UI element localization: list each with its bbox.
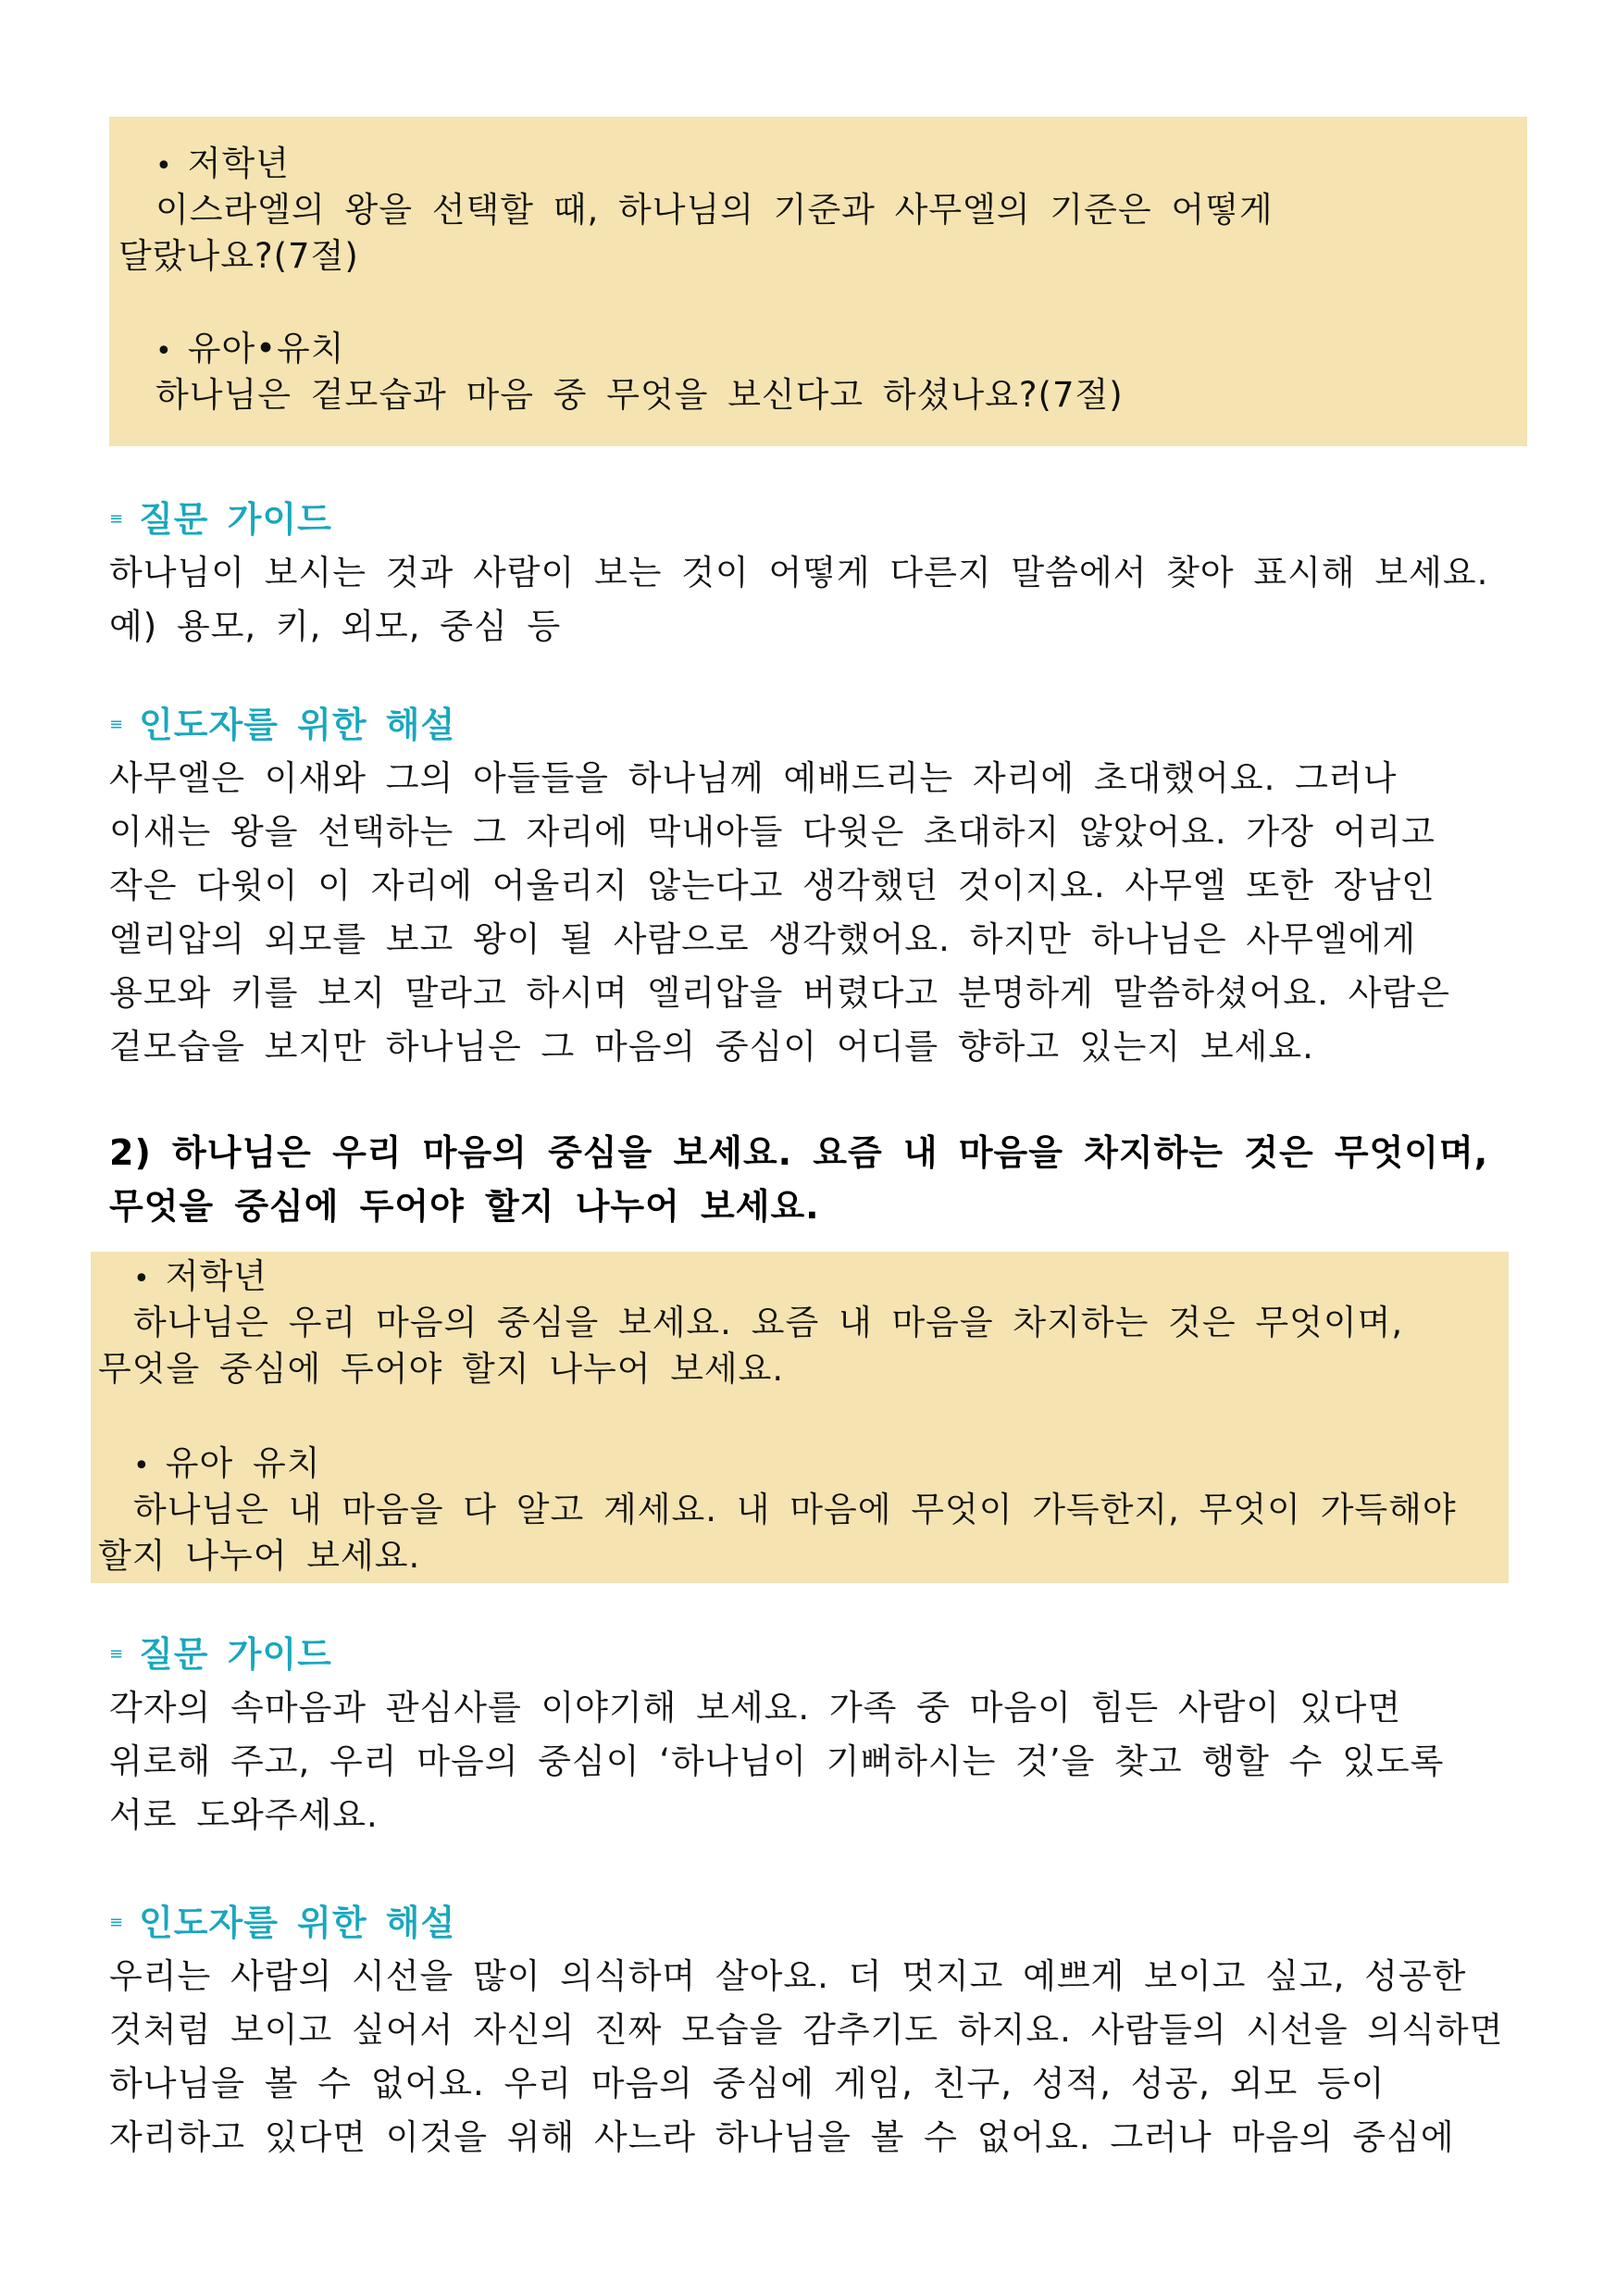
leader-commentary-line: 엘리압의 외모를 보고 왕이 될 사람으로 생각했어요. 하지만 하나님은 사무엘에게 <box>109 919 1417 959</box>
question-guide-line: 서로 도와주세요. <box>109 1795 379 1835</box>
box-text-line: 하나님은 내 마음을 다 알고 계세요. 내 마음에 무엇이 가득한지, 무엇이 가득해야 <box>133 1490 1457 1529</box>
leader-commentary-line: 우리는 사람의 시선을 많이 의식하며 살아요. 더 멋지고 예쁘게 보이고 싶고, 성공한 <box>109 1956 1467 1996</box>
box-text-line: 무엇을 중심에 두어야 할지 나누어 보세요. <box>98 1349 785 1389</box>
leader-commentary-line: 사무엘은 이새와 그의 아들들을 하나님께 예배드리는 자리에 초대했어요. 그러나 <box>109 758 1398 798</box>
age-group-label-lower-grade: • 저학년 <box>155 144 290 183</box>
leader-commentary-line: 용모와 키를 보지 말라고 하시며 엘리압을 버렸다고 분명하게 말씀하셨어요. 사람은 <box>109 973 1450 1013</box>
bullet-icon: • <box>155 150 173 182</box>
bullet-icon: • <box>155 335 173 368</box>
box-text-line: 할지 나누어 보세요. <box>98 1536 421 1576</box>
question-guide-line: 위로해 주고, 우리 마음의 중심이 ‘하나님이 기뻐하시는 것’을 찾고 행할 수 있도록 <box>109 1741 1445 1781</box>
leader-commentary-heading: ≡ 인도자를 위한 해설 <box>109 705 456 745</box>
leader-commentary-line: 겉모습을 보지만 하나님은 그 마음의 중심이 어디를 향하고 있는지 보세요. <box>109 1027 1314 1067</box>
menu-lines-icon: ≡ <box>109 714 125 734</box>
bullet-icon: • <box>133 1263 151 1295</box>
box-text-line: 하나님은 겉모습과 마음 중 무엇을 보신다고 하셨나요?(7절) <box>155 375 1124 415</box>
age-group-box-1 <box>109 117 1527 446</box>
menu-lines-icon: ≡ <box>109 1912 125 1932</box>
bullet-icon: • <box>133 1450 151 1482</box>
menu-lines-icon: ≡ <box>109 1643 125 1664</box>
question-guide-line: 각자의 속마음과 관심사를 이야기해 보세요. 가족 중 마음이 힘든 사람이 있다면 <box>109 1688 1402 1728</box>
leader-commentary-line: 것처럼 보이고 싶어서 자신의 진짜 모습을 감추기도 하지요. 사람들의 시선을 의식하면 <box>109 2010 1504 2050</box>
question-guide-heading: ≡ 질문 가이드 <box>109 1634 332 1675</box>
question-guide-heading: ≡ 질문 가이드 <box>109 499 332 540</box>
box-text-line: 이스라엘의 왕을 선택할 때, 하나님의 기준과 사무엘의 기준은 어떻게 <box>155 190 1274 230</box>
age-group-label-preschool: • 유아 유치 <box>133 1443 321 1483</box>
leader-commentary-line: 하나님을 볼 수 없어요. 우리 마음의 중심에 게임, 친구, 성적, 성공, 외모 등이 <box>109 2064 1386 2103</box>
age-group-label-preschool: • 유아•유치 <box>155 329 345 368</box>
leader-commentary-line: 작은 다윗이 이 자리에 어울리지 않는다고 생각했던 것이지요. 사무엘 또한 장남인 <box>109 866 1436 905</box>
leader-commentary-line: 이새는 왕을 선택하는 그 자리에 막내아들 다윗은 초대하지 않았어요. 가장 어리고 <box>109 812 1436 852</box>
discussion-question-2-cont: 무엇을 중심에 두어야 할지 나누어 보세요. <box>109 1186 820 1227</box>
question-guide-line: 예) 용모, 키, 외모, 중심 등 <box>109 606 562 646</box>
menu-lines-icon: ≡ <box>109 508 125 529</box>
discussion-question-2: 2) 하나님은 우리 마음의 중심을 보세요. 요즘 내 마음을 차지하는 것은 무엇이며, <box>109 1132 1489 1173</box>
leader-commentary-line: 자리하고 있다면 이것을 위해 사느라 하나님을 볼 수 없어요. 그러나 마음의 중심에 <box>109 2117 1455 2157</box>
box-text-line: 하나님은 우리 마음의 중심을 보세요. 요즘 내 마음을 차지하는 것은 무엇이며, <box>133 1303 1404 1342</box>
question-guide-line: 하나님이 보시는 것과 사람이 보는 것이 어떻게 다른지 말씀에서 찾아 표시해 보세요. <box>109 553 1489 593</box>
age-group-label-lower-grade: • 저학년 <box>133 1256 267 1296</box>
leader-commentary-heading: ≡ 인도자를 위한 해설 <box>109 1903 456 1943</box>
box-text-line: 달랐나요?(7절) <box>118 236 359 276</box>
age-group-box-2 <box>91 1252 1509 1583</box>
